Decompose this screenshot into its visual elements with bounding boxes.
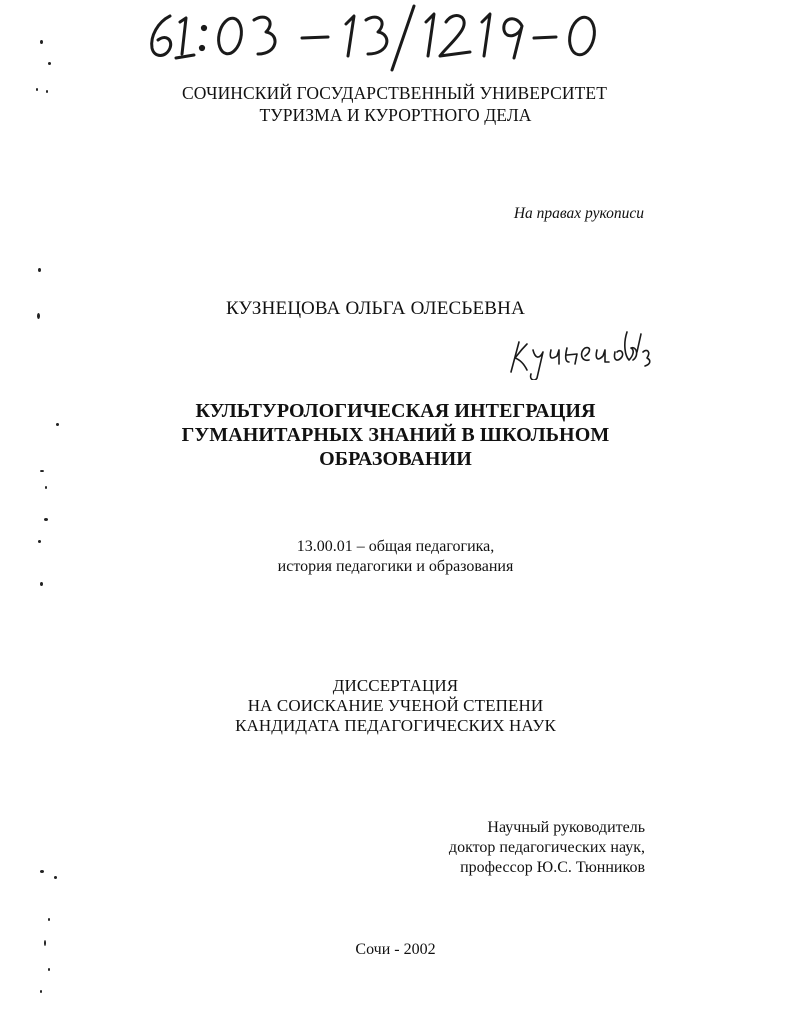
scan-speck (40, 990, 42, 993)
scientific-supervisor (449, 818, 645, 878)
scan-speck (38, 268, 41, 272)
degree-line-3: КАНДИДАТА ПЕДАГОГИЧЕСКИХ НАУК (235, 716, 556, 735)
scan-speck (40, 40, 43, 44)
scan-speck (45, 486, 47, 489)
scan-speck (40, 870, 44, 873)
thesis-title-line-2: ГУМАНИТАРНЫХ ЗНАНИЙ В ШКОЛЬНОМ (181, 424, 610, 446)
scan-speck (37, 313, 40, 319)
scan-speck (48, 62, 51, 65)
specialty-line-2: история педагогики и образования (277, 558, 514, 575)
scan-speck (54, 876, 57, 879)
specialty-line-1: 13.00.01 – общая педагогика, (296, 538, 495, 555)
thesis-title-line-3: ОБРАЗОВАНИИ (319, 448, 472, 470)
university-line-2: ТУРИЗМА И КУРОРТНОГО ДЕЛА (259, 105, 532, 125)
degree-line-1: ДИССЕРТАЦИЯ (332, 676, 459, 695)
handwritten-archive-code (140, 2, 620, 72)
scan-speck (48, 968, 50, 971)
scan-speck (40, 582, 43, 586)
supervisor-line-2: доктор педагогических наук, (448, 839, 645, 856)
degree-statement (0, 676, 791, 736)
supervisor-line-3: профессор Ю.С. Тюнников (460, 859, 645, 876)
degree-line-2: НА СОИСКАНИЕ УЧЕНОЙ СТЕПЕНИ (247, 696, 544, 715)
scan-speck (48, 918, 50, 921)
author-signature (505, 322, 655, 380)
university-name (0, 82, 791, 126)
city-year: Сочи - 2002 (355, 941, 436, 958)
scan-speck (44, 518, 48, 521)
author-name: КУЗНЕЦОВА ОЛЬГА ОЛЕСЬЕВНА (226, 298, 526, 319)
university-line-1: СОЧИНСКИЙ ГОСУДАРСТВЕННЫЙ УНИВЕРСИТЕТ (182, 83, 607, 103)
supervisor-line-1: Научный руководитель (487, 819, 645, 836)
specialty-code (0, 537, 791, 577)
thesis-title (0, 399, 791, 471)
thesis-title-line-1: КУЛЬТУРОЛОГИЧЕСКАЯ ИНТЕГРАЦИЯ (195, 400, 596, 422)
manuscript-rights-note: На правах рукописи (513, 205, 644, 222)
